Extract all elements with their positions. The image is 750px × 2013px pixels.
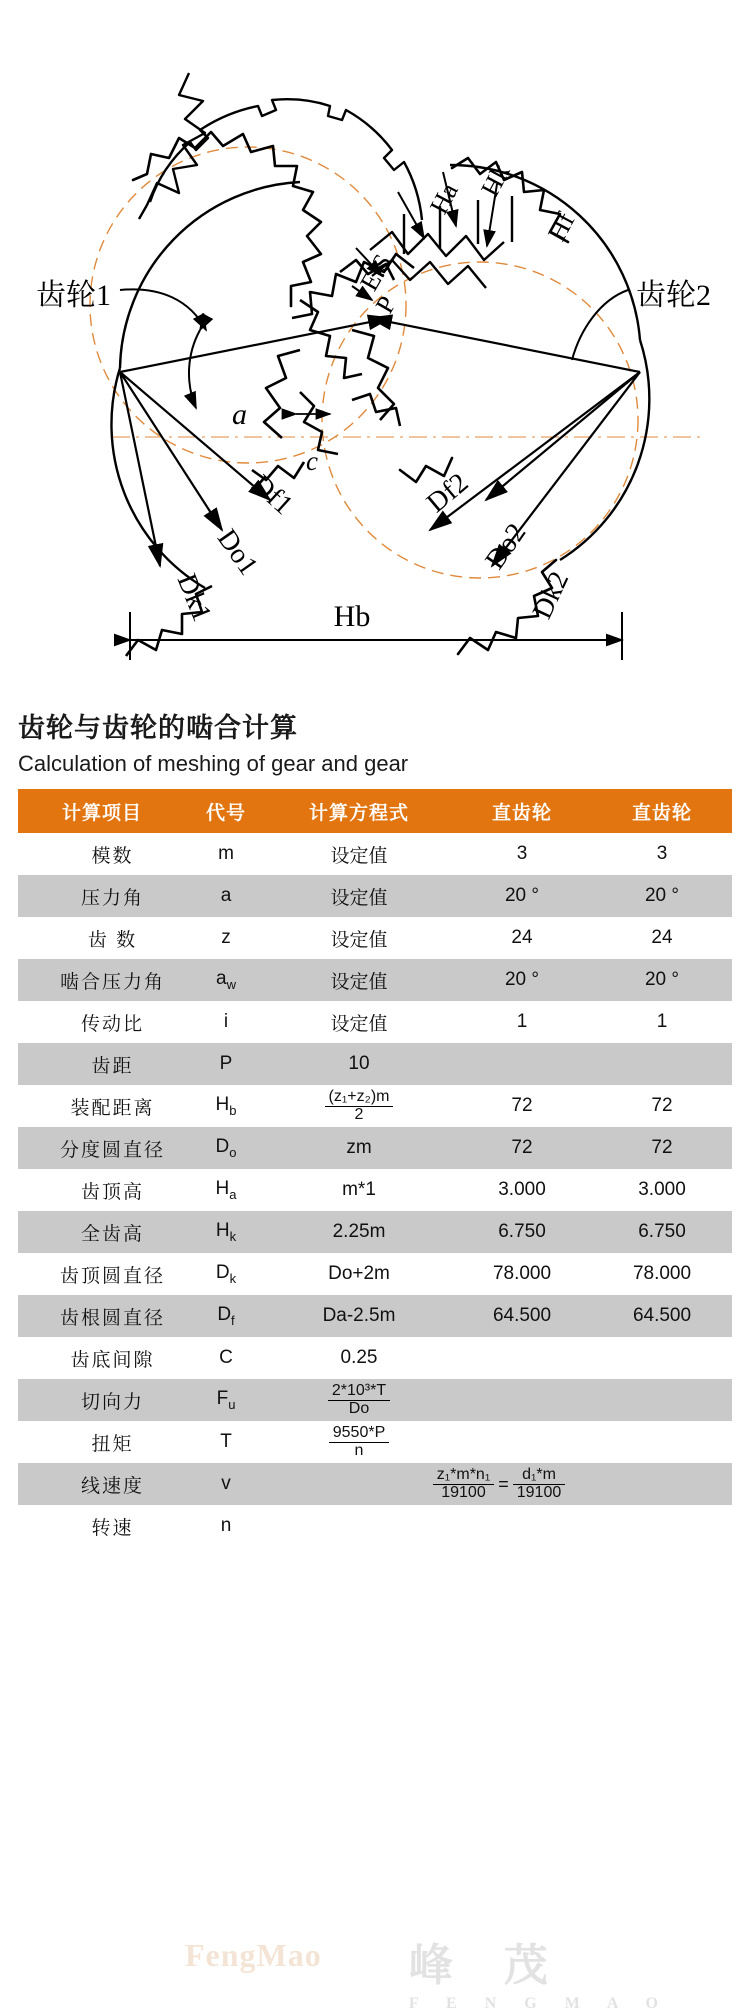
table-row	[18, 1421, 732, 1463]
cell-item: 压力角	[18, 875, 186, 917]
label-df1: Df1	[245, 468, 299, 522]
header-code: 代号	[186, 789, 266, 833]
cell-value-1: 72	[452, 1085, 592, 1127]
label-do2: Do2	[479, 517, 533, 576]
cell-value-1: 20 °	[452, 959, 592, 1001]
cell-code: $F_u$	[186, 1379, 266, 1421]
cell-value-1: 64.500	[452, 1295, 592, 1337]
table-row	[18, 1085, 732, 1127]
table-row	[18, 875, 732, 917]
cell-item: 齿底间隙	[18, 1337, 186, 1379]
cell-item: 传动比	[18, 1001, 186, 1043]
cell-value-1: 78.000	[452, 1253, 592, 1295]
cell-code: $H_k$	[186, 1211, 266, 1253]
cell-code: m	[186, 833, 266, 875]
cell-equation: 设定值	[266, 917, 452, 959]
label-df2: Df2	[421, 467, 475, 520]
label-do1: Do1	[210, 523, 264, 582]
label-angle-a: a	[232, 398, 247, 431]
cell-equation: zm	[266, 1127, 452, 1169]
cell-value-1: 1	[452, 1001, 592, 1043]
cell-value-2: 20 °	[592, 959, 732, 1001]
label-gear2: 齿轮2	[636, 279, 711, 312]
cell-item: 齿根圆直径	[18, 1295, 186, 1337]
cell-value-1: 3.000	[452, 1169, 592, 1211]
cell-item: 线速度	[18, 1463, 186, 1505]
cell-value-2: 72	[592, 1085, 732, 1127]
cell-value-2	[592, 1505, 732, 1547]
cell-value-1: 3	[452, 833, 592, 875]
cell-equation: $\frac{\text{2*10³*T}}{Do}$	[266, 1379, 452, 1421]
table-row	[18, 1253, 732, 1295]
cell-equation: 10	[266, 1043, 452, 1085]
label-ha: Ha	[424, 178, 464, 219]
label-dk2: Dk2	[526, 566, 576, 624]
cell-value-1: 72	[452, 1127, 592, 1169]
cell-equation: 设定值	[266, 875, 452, 917]
cell-equation: Do+2m	[266, 1253, 452, 1295]
cell-code: $a_w$	[186, 959, 266, 1001]
cell-value-2	[592, 1043, 732, 1085]
header-value-1: 直齿轮	[452, 789, 592, 833]
cell-item: 转速	[18, 1505, 186, 1547]
table-row	[18, 917, 732, 959]
watermark-right	[409, 1929, 670, 2013]
cell-item: 齿顶圆直径	[18, 1253, 186, 1295]
cell-value-1: 20 °	[452, 875, 592, 917]
cell-item: 装配距离	[18, 1085, 186, 1127]
cell-code: $D_k$	[186, 1253, 266, 1295]
label-hb: Hb	[333, 600, 371, 633]
cell-item: 模数	[18, 833, 186, 875]
table-row	[18, 1169, 732, 1211]
cell-code: $D_o$	[186, 1127, 266, 1169]
cell-value-2: 1	[592, 1001, 732, 1043]
cell-value-1	[452, 1043, 592, 1085]
label-dk1: Dk1	[170, 569, 218, 626]
cell-code: a	[186, 875, 266, 917]
label-es: E.S	[354, 249, 398, 296]
title-english: Calculation of meshing of gear and gear	[18, 751, 409, 776]
cell-value-2: 72	[592, 1127, 732, 1169]
table-row	[18, 1463, 732, 1505]
cell-code: n	[186, 1505, 266, 1547]
section-titles	[0, 706, 750, 777]
label-hk: Hk	[475, 159, 516, 202]
cell-item: 齿距	[18, 1043, 186, 1085]
cell-equation	[266, 1505, 452, 1547]
cell-value-2: 24	[592, 917, 732, 959]
cell-code: i	[186, 1001, 266, 1043]
watermark-right-text: 峰 茂	[408, 1941, 568, 1990]
cell-value-2: 78.000	[592, 1253, 732, 1295]
table-body	[18, 833, 732, 1547]
title-chinese: 齿轮与齿轮的啮合计算	[18, 713, 298, 743]
calculation-table-wrap	[0, 789, 750, 2012]
calculation-table	[18, 789, 732, 1547]
cell-value-2	[592, 1337, 732, 1379]
cell-item: 啮合压力角	[18, 959, 186, 1001]
table-row	[18, 1043, 732, 1085]
cell-equation: m*1	[266, 1169, 452, 1211]
header-equation: 计算方程式	[266, 789, 452, 833]
cell-equation: 设定值	[266, 1001, 452, 1043]
cell-item: 扭矩	[18, 1421, 186, 1463]
label-hf: Hf	[542, 207, 581, 246]
cell-value-2: 64.500	[592, 1295, 732, 1337]
cell-equation: $\frac{\text{z₁*m*n₁}}{19100}$ = $\frac{\text{d₁*m}}{19100}$	[266, 1463, 732, 1505]
watermark-right-sub: F E N G M A O	[408, 1995, 670, 2012]
watermark-left-text: FengMao	[185, 1937, 322, 1973]
cell-code: $D_f$	[186, 1295, 266, 1337]
cell-code: v	[186, 1463, 266, 1505]
cell-value-2: 20 °	[592, 875, 732, 917]
table-row	[18, 1379, 732, 1421]
cell-code: P	[186, 1043, 266, 1085]
cell-equation: $\frac{9550*P}{n}$	[266, 1421, 452, 1463]
label-clearance-c: c	[306, 446, 318, 476]
cell-value-1	[452, 1379, 592, 1421]
cell-value-2	[592, 1379, 732, 1421]
table-row	[18, 959, 732, 1001]
cell-value-2: 6.750	[592, 1211, 732, 1253]
cell-item: 全齿高	[18, 1211, 186, 1253]
cell-code: T	[186, 1421, 266, 1463]
cell-code: $H_a$	[186, 1169, 266, 1211]
table-row	[18, 833, 732, 875]
cell-value-2: 3	[592, 833, 732, 875]
table-row	[18, 1127, 732, 1169]
cell-item: 分度圆直径	[18, 1127, 186, 1169]
cell-value-1: 6.750	[452, 1211, 592, 1253]
cell-item: 齿 数	[18, 917, 186, 959]
table-row	[18, 1001, 732, 1043]
cell-equation: 0.25	[266, 1337, 452, 1379]
cell-code: C	[186, 1337, 266, 1379]
table-header-row	[18, 789, 732, 833]
cell-equation: 设定值	[266, 959, 452, 1001]
gear-meshing-diagram	[0, 0, 750, 700]
label-p: P	[369, 291, 403, 319]
cell-value-1	[452, 1337, 592, 1379]
cell-value-1: 24	[452, 917, 592, 959]
cell-value-2	[592, 1421, 732, 1463]
cell-item: 切向力	[18, 1379, 186, 1421]
header-value-2: 直齿轮	[592, 789, 732, 833]
watermark-left	[185, 1937, 322, 1974]
table-row	[18, 1295, 732, 1337]
cell-equation: Da-2.5m	[266, 1295, 452, 1337]
cell-equation: $\frac{\text{(z₁+z₂)m}}{2}$	[266, 1085, 452, 1127]
cell-value-1	[452, 1421, 592, 1463]
table-row	[18, 1337, 732, 1379]
table-row	[18, 1505, 732, 1547]
cell-code: $H_b$	[186, 1085, 266, 1127]
cell-value-1	[452, 1505, 592, 1547]
label-gear1: 齿轮1	[36, 279, 111, 312]
header-item: 计算项目	[18, 789, 186, 833]
cell-value-2: 3.000	[592, 1169, 732, 1211]
cell-item: 齿顶高	[18, 1169, 186, 1211]
cell-equation: 2.25m	[266, 1211, 452, 1253]
cell-code: z	[186, 917, 266, 959]
cell-equation: 设定值	[266, 833, 452, 875]
table-row	[18, 1211, 732, 1253]
